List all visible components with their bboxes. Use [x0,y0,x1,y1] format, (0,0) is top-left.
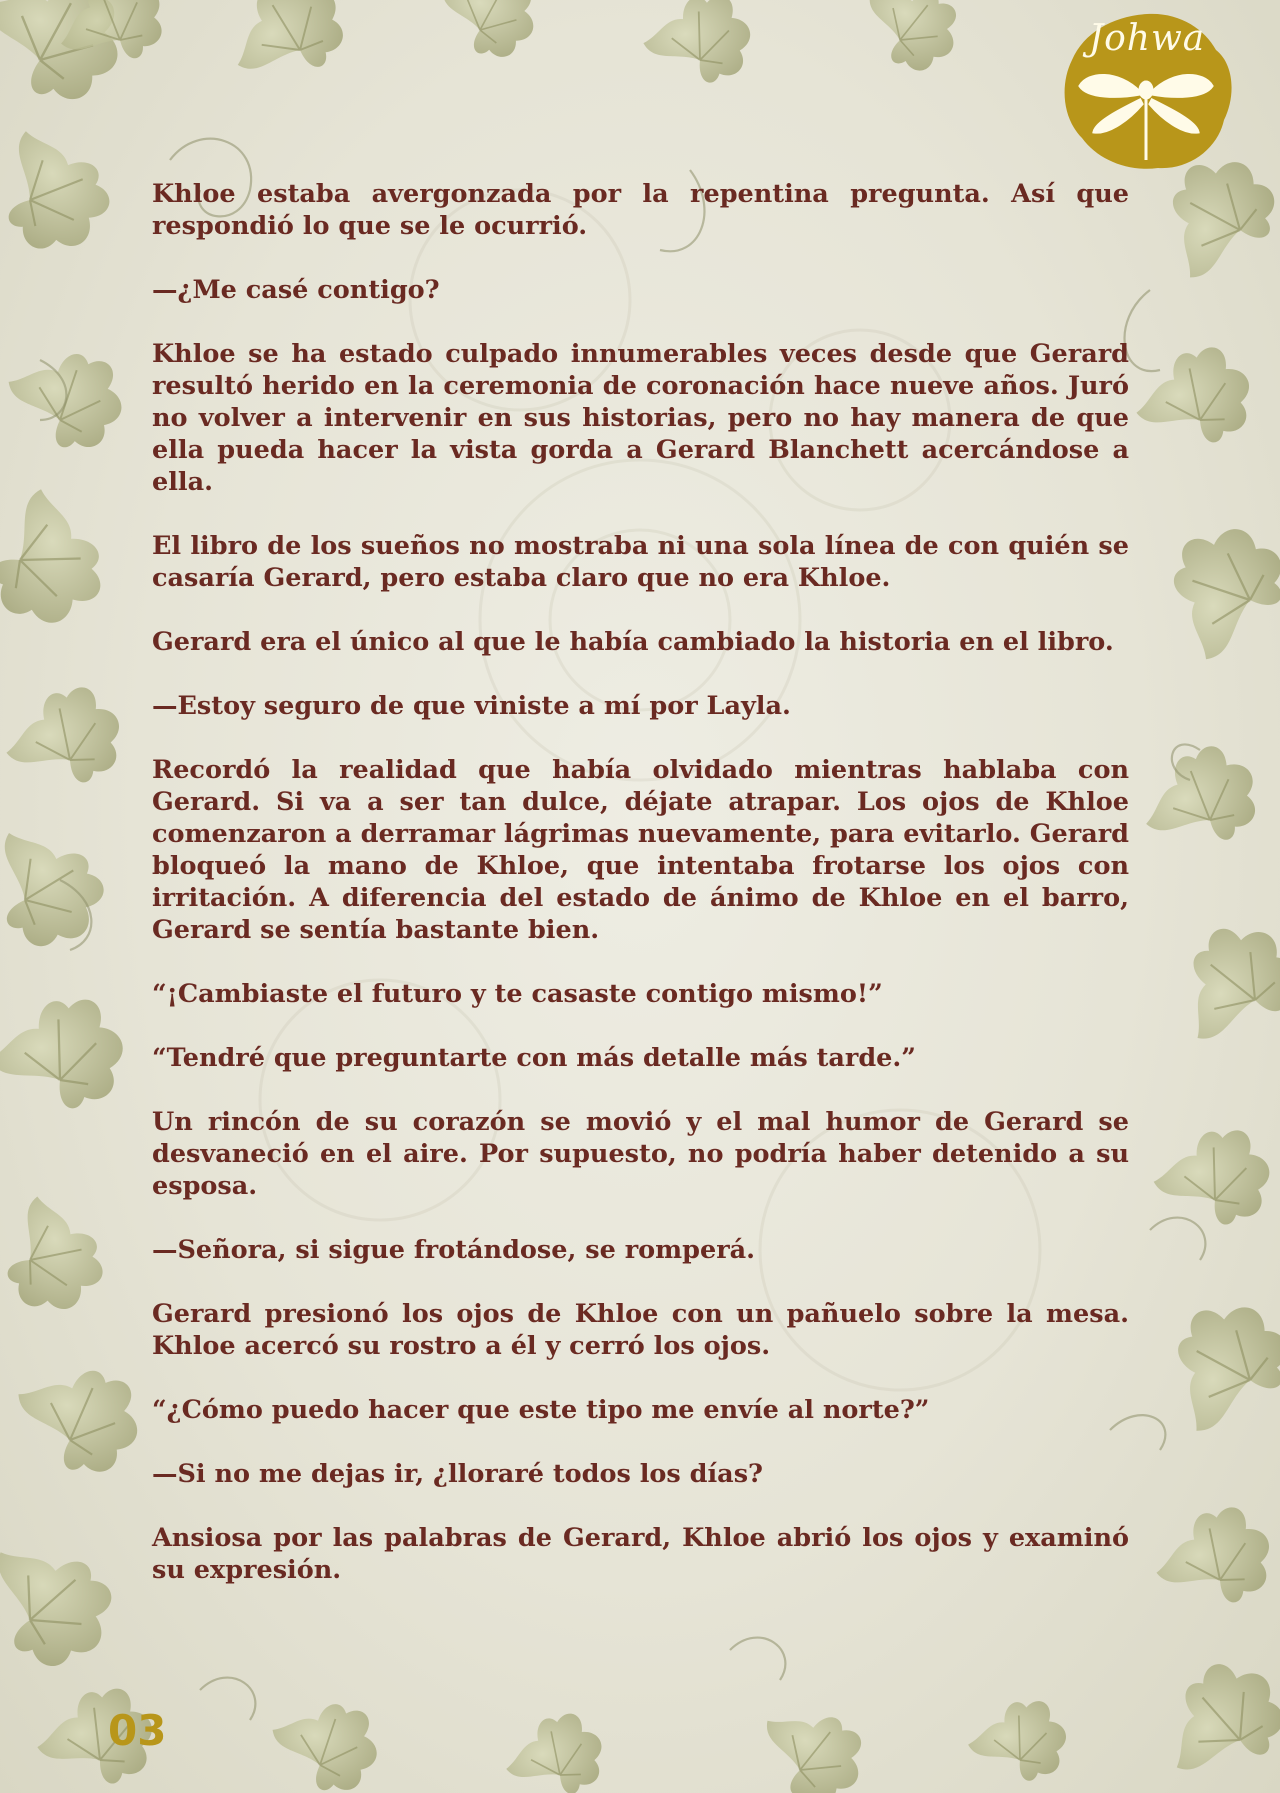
paragraph: Ansiosa por las palabras de Gerard, Khloe abrió los ojos y examinó su expresión. [152,1523,1129,1585]
paragraph: Khloe se ha estado culpado innumerables veces desde que Gerard resultó herido en la ceremonia de coronación hace nueve años. Juró no volver a intervenir en sus historias, pero no hay manera de que ella pueda hacer la vista gorda a Gerard Blanchett acercándose a ella. [152,339,1129,497]
johwa-logo [1058,10,1236,172]
paragraph: “¿Cómo puedo hacer que este tipo me envíe al norte?” [152,1395,930,1425]
paragraph: —Estoy seguro de que viniste a mí por Layla. [152,691,791,721]
logo-text: Johwa [1088,18,1206,59]
paragraph: Un rincón de su corazón se movió y el mal humor de Gerard se desvaneció en el aire. Por supuesto, no podría haber detenido a su esposa. [152,1107,1129,1201]
paragraph: “Tendré que preguntarte con más detalle más tarde.” [152,1043,916,1073]
paragraph: Gerard presionó los ojos de Khloe con un pañuelo sobre la mesa. Khloe acercó su rostro a él y cerró los ojos. [152,1299,1129,1361]
paragraph: —Señora, si sigue frotándose, se romperá. [152,1235,756,1265]
paragraph: “¡Cambiaste el futuro y te casaste contigo mismo!” [152,979,883,1009]
paragraph: El libro de los sueños no mostraba ni una sola línea de con quién se casaría Gerard, pero estaba claro que no era Khloe. [152,531,1129,593]
paragraph: Recordó la realidad que había olvidado mientras hablaba con Gerard. Si va a ser tan dulce, déjate atrapar. Los ojos de Khloe comenzaron a derramar lágrimas nuevamente, para evitarlo. Gerard bloqueó la mano de Khloe, que intentaba frotarse los ojos con irritación. A diferencia del estado de ánimo de Khloe en el barro, Gerard se sentía bastante bien. [152,755,1129,945]
paragraph: Gerard era el único al que le había cambiado la historia en el libro. [152,627,1114,657]
paragraph: —¿Me casé contigo? [152,275,440,305]
story-text [152,178,1129,1618]
paragraph: Khloe estaba avergonzada por la repentina pregunta. Así que respondió lo que se le ocurrió. [152,179,1129,241]
page-number: 03 [108,1706,167,1755]
paragraph: —Si no me dejas ir, ¿lloraré todos los días? [152,1459,763,1489]
